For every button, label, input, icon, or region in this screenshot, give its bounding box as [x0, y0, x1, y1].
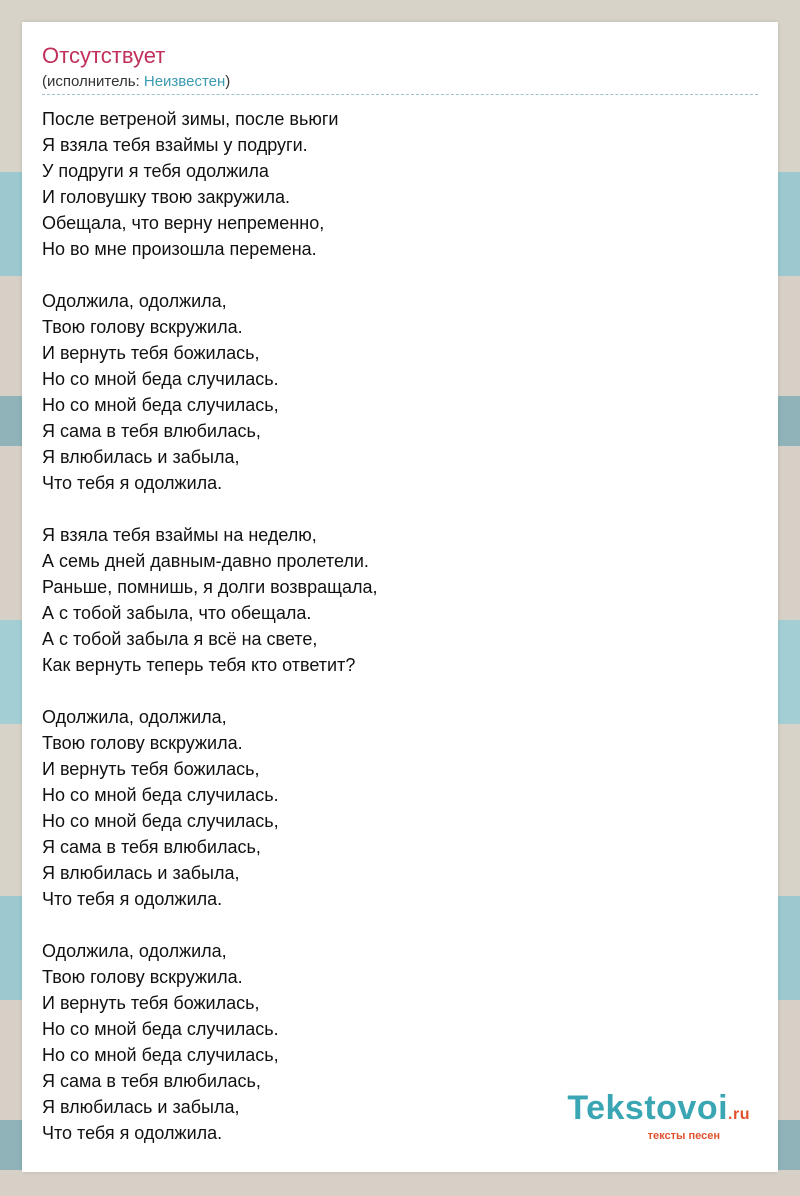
lyrics-body — [42, 106, 377, 1172]
lyrics-line: Я влюбилась и забыла, — [42, 863, 240, 883]
lyrics-stanza — [42, 704, 377, 912]
logo-name: Tekstovoi — [567, 1089, 729, 1127]
subtitle-prefix: (исполнитель: — [42, 73, 144, 90]
logo-tagline: тексты песен — [647, 1130, 720, 1142]
lyrics-line: Одолжила, одолжила, — [42, 941, 227, 961]
lyrics-line: Я сама в тебя влюбилась, — [42, 837, 261, 857]
lyrics-line: Твою голову вскружила. — [42, 967, 243, 987]
lyrics-line: Но со мной беда случилась, — [42, 811, 279, 831]
song-title: Отсутствует — [42, 43, 166, 68]
lyrics-line: У подруги я тебя одолжила — [42, 161, 269, 181]
lyrics-line: Раньше, помнишь, я долги возвращала, — [42, 577, 378, 597]
artist-link[interactable]: Неизвестен — [143, 73, 226, 90]
lyrics-line: Но со мной беда случилась. — [42, 369, 279, 389]
lyrics-line: Но во мне произошла перемена. — [42, 239, 317, 259]
logo-suffix: .ru — [728, 1106, 750, 1123]
lyrics-line: Но со мной беда случилась, — [42, 1045, 279, 1065]
lyrics-line: А с тобой забыла, что обещала. — [42, 603, 312, 623]
lyrics-line: Я сама в тебя влюбилась, — [42, 1071, 261, 1091]
lyrics-line: Я взяла тебя взаймы у подруги. — [42, 135, 308, 155]
lyrics-stanza — [42, 938, 377, 1146]
lyrics-line: И головушку твою закружила. — [42, 187, 291, 207]
lyrics-card — [22, 22, 778, 1172]
lyrics-stanza — [42, 522, 377, 678]
lyrics-line: И вернуть тебя божилась, — [42, 343, 260, 363]
lyrics-line: И вернуть тебя божилась, — [42, 993, 260, 1013]
lyrics-stanza — [42, 106, 377, 262]
lyrics-line: Обещала, что верну непременно, — [42, 213, 325, 233]
lyrics-line: Я влюбилась и забыла, — [42, 447, 240, 467]
lyrics-line: И вернуть тебя божилась, — [42, 759, 260, 779]
lyrics-line: Твою голову вскружила. — [42, 317, 243, 337]
lyrics-line: Твою голову вскружила. — [42, 733, 243, 753]
lyrics-line: Что тебя я одолжила. — [42, 473, 223, 493]
lyrics-line: После ветреной зимы, после вьюги — [42, 109, 339, 129]
lyrics-line: Но со мной беда случилась, — [42, 395, 279, 415]
lyrics-line: Я сама в тебя влюбилась, — [42, 421, 261, 441]
lyrics-line: Что тебя я одолжила. — [42, 1123, 223, 1143]
site-logo[interactable] — [567, 1091, 750, 1142]
lyrics-line: Одолжила, одолжила, — [42, 707, 227, 727]
lyrics-line: Но со мной беда случилась. — [42, 785, 279, 805]
song-subtitle — [42, 72, 230, 92]
lyrics-line: Что тебя я одолжила. — [42, 889, 223, 909]
lyrics-line: Одолжила, одолжила, — [42, 291, 227, 311]
lyrics-line: Я взяла тебя взаймы на неделю, — [42, 525, 317, 545]
lyrics-line: Как вернуть теперь тебя кто ответит? — [42, 655, 356, 675]
lyrics-line: Но со мной беда случилась. — [42, 1019, 279, 1039]
lyrics-line: А семь дней давным-давно пролетели. — [42, 551, 369, 571]
lyrics-line: Я влюбилась и забыла, — [42, 1097, 240, 1117]
title-divider — [42, 94, 758, 95]
lyrics-stanza — [42, 288, 377, 496]
subtitle-suffix: ) — [225, 73, 231, 90]
lyrics-line: А с тобой забыла я всё на свете, — [42, 629, 318, 649]
